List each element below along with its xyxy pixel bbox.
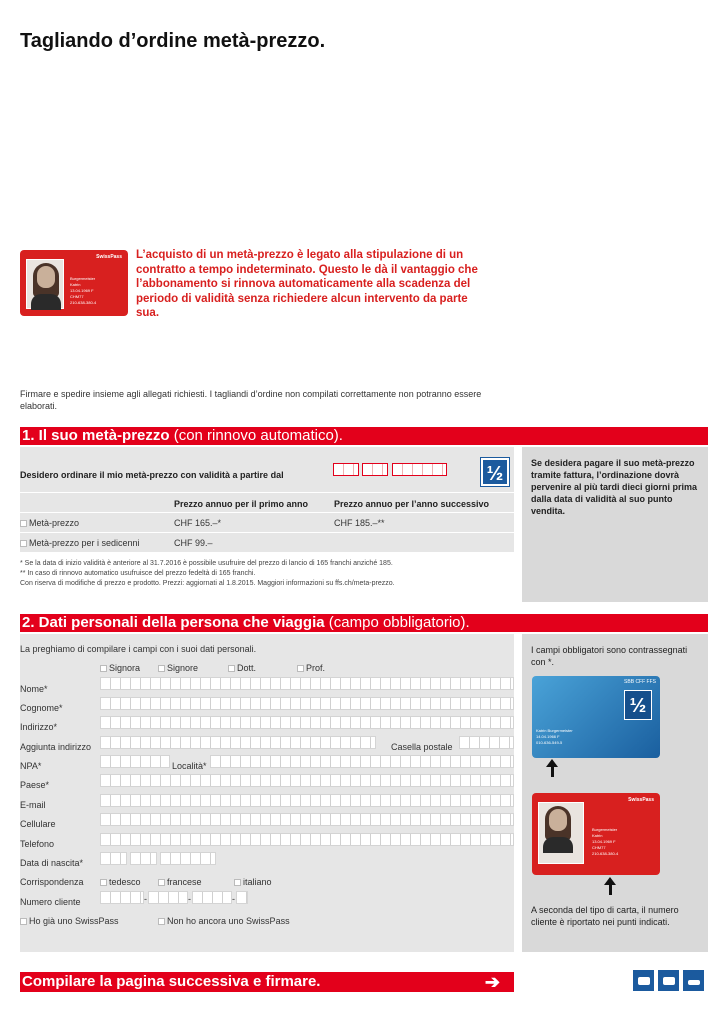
swisspass-card-image-2: SwissPass Burgermeister Katrin 13.04.1969 F CHM77 210-638-380-4 [532,793,660,875]
card-brand: SwissPass [96,254,122,260]
price-sedicenni: CHF 99.– [174,538,213,548]
boat-icon [683,970,704,991]
client-no-part1[interactable] [100,891,144,904]
casella-label: Casella postale [391,742,453,752]
casella-field[interactable] [459,736,514,749]
title-signore[interactable]: Signore [158,663,198,673]
nome-label: Nome* [20,684,48,694]
option-no-swisspass[interactable]: Non ho ancora uno SwissPass [158,916,290,926]
indirizzo-field[interactable] [100,716,514,729]
client-no-part4[interactable] [236,891,248,904]
lang-francese[interactable]: francese [158,877,202,887]
col-next-year: Prezzo annuo per l’anno successivo [334,499,490,509]
client-number-note: A seconda del tipo di carta, il numero cliente è riportato nei punti indicati. [531,905,679,927]
instructions-note: Firmare e spedire insieme agli allegati richiesti. I tagliandi d’ordine non compilati correttamente non potranno essere elaborati. [20,389,482,411]
title-dott[interactable]: Dott. [228,663,256,673]
aggiunta-label: Aggiunta indirizzo [20,742,92,752]
title-prof[interactable]: Prof. [297,663,325,673]
section2-instruction: La preghiamo di compilare i campi con i suoi dati personali. [20,644,257,654]
price-first-year: CHF 165.–* [174,518,222,528]
footer-text: Compilare la pagina successiva e firmare. [22,973,321,990]
mandatory-note: I campi obbligatori sono contrassegnati con *. [531,645,688,667]
lang-tedesco[interactable]: tedesco [100,877,141,887]
paese-field[interactable] [100,774,514,787]
cellulare-label: Cellulare [20,819,56,829]
bus-icon [658,970,679,991]
arrow-up-icon [546,759,558,777]
email-field[interactable] [100,794,514,807]
section1-header: 1. Il suo metà-prezzo (con rinnovo automatico). [20,427,708,445]
cognome-label: Cognome* [20,703,63,713]
train-icon [633,970,654,991]
card-photo [26,259,64,309]
card-text: Burgermeister Katrin 13.04.1969 F CHM77 210-638-380-4 [70,276,97,305]
intro-text: L’acquisto di un metà-prezzo è legato alla stipulazione di un contratto a tempo indeterminato. Questo le dà il vantaggio che l’abbonamento si rinnova automaticamente alla scadenza del periodo di validità senza richiedere alcun intervento da parte sua. [136,249,478,319]
lang-italiano[interactable]: italiano [234,877,272,887]
aggiunta-field[interactable] [100,736,376,749]
localita-label: Località* [172,761,207,771]
option-metaprezzo[interactable]: Metà-prezzo [20,518,79,528]
birth-day-field[interactable] [100,852,127,865]
option-sedicenni[interactable]: Metà-prezzo per i sedicenni [20,538,140,548]
col-first-year: Prezzo annuo per il primo anno [174,499,309,509]
cellulare-field[interactable] [100,813,514,826]
start-year-field[interactable] [392,463,447,476]
halffare-card-image: SBB CFF FFS ½ Katrin Burgermeister 14.04.1966 F 010-636-549-5 [532,676,660,758]
birth-month-field[interactable] [130,852,157,865]
price-next-year: CHF 185.–** [334,518,385,528]
birth-year-field[interactable] [160,852,216,865]
indirizzo-label: Indirizzo* [20,722,58,732]
footer-bar [20,972,514,992]
telefono-label: Telefono [20,839,55,849]
telefono-field[interactable] [100,833,514,846]
swisspass-card-image [20,250,128,316]
paese-label: Paese* [20,780,50,790]
client-no-part3[interactable] [192,891,232,904]
arrow-right-icon: ➔ [484,972,500,992]
numero-label: Numero cliente [20,897,81,907]
start-date-label: Desidero ordinare il mio metà-prezzo con validità a partire dal [20,470,284,480]
localita-field[interactable] [210,755,514,768]
email-label: E-mail [20,800,46,810]
nome-field[interactable] [100,677,514,690]
npa-field[interactable] [100,755,170,768]
title-signora[interactable]: Signora [100,663,140,673]
npa-label: NPA* [20,761,42,771]
page-title: Tagliando d’ordine metà-prezzo. [20,30,326,52]
nascita-label: Data di nascita* [20,858,84,868]
footnotes: * Se la data di inizio validità è anteriore al 31.7.2016 è possibile usufruire del prezzo di lancio di 165 franchi anziché 185. ** In caso di rinnovo automatico usufruisce del prezzo fedeltà di 165 franchi. Con riserva di modifiche di prezzo e prodotto. Prezzi: aggiornati al 1.8.2015. Maggiori informazioni su ffs.ch/meta-prezzo. [20,560,395,587]
corrispondenza-label: Corrispondenza [20,877,84,887]
half-fare-logo: ½ [481,458,509,486]
checkbox[interactable] [20,540,27,547]
client-no-part2[interactable] [148,891,188,904]
start-day-field[interactable] [333,463,359,476]
start-month-field[interactable] [362,463,388,476]
arrow-up-icon [604,877,616,895]
cognome-field[interactable] [100,697,514,710]
checkbox[interactable] [20,520,27,527]
option-has-swisspass[interactable]: Ho già uno SwissPass [20,916,119,926]
invoice-note: Se desidera pagare il suo metà-prezzo tramite fattura, l’ordinazione dovrà pervenire al più tardi dieci giorni prima dalla data di validità al suo punto vendita. [531,458,698,516]
section2-header: 2. Dati personali della persona che viaggia (campo obbligatorio). [20,614,708,632]
